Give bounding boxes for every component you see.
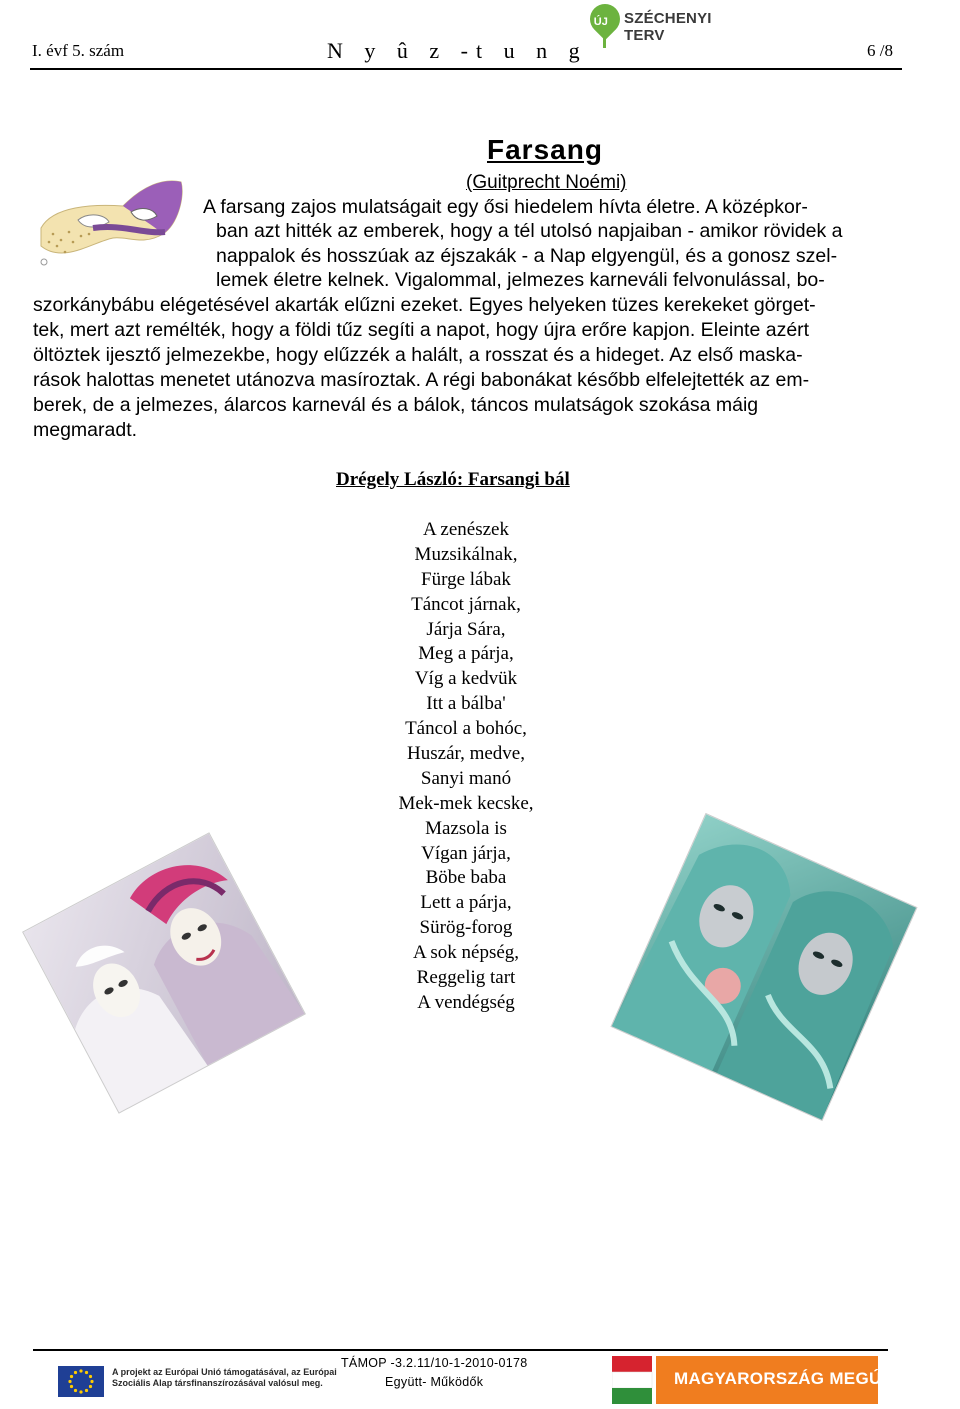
poem-line: Sanyi manó	[420, 767, 512, 789]
carnival-mask-image	[33, 176, 188, 268]
poem-line: A zenészek	[423, 519, 509, 540]
article-author: (Guitprecht Noémi)	[466, 172, 627, 193]
newspaper-title: N y û z -t u n g	[327, 38, 588, 63]
poem-body	[330, 518, 602, 1016]
article-line: rások halottas menetet utánozva masíroztak. A régi babonákat később elfelejtették az em-	[33, 369, 810, 391]
page-number: 6 /8	[867, 41, 893, 60]
venetian-masks-photo-teal	[610, 813, 917, 1121]
poem-line: Lett a párja,	[420, 892, 512, 914]
article-line: A farsang zajos mulatságait egy ősi hiedelem hívta életre. A középkor-	[203, 196, 808, 218]
article-line: ban azt hitték az emberek, hogy a tél utolsó napjaiban - amikor rövidek a	[216, 220, 843, 242]
project-code: TÁMOP -3.2.11/10-1-2010-0178	[341, 1356, 528, 1370]
article-line: lemek életre kelnek. Vigalommal, jelmezes karneváli felvonulással, bo-	[216, 269, 825, 291]
eu-text-line: A projekt az Európai Unió támogatásával, az Európai	[112, 1367, 337, 1377]
article-line: öltöztek ijesztő jelmezekbe, hogy elűzzék a halált, a rosszat és a hideget. Az első maska-	[33, 344, 803, 366]
article-line: szorkánybábu elégetésével akarták elűzni ezeket. Egyes helyeken tüzes kerekeket görget-	[33, 294, 816, 316]
article-line: megmaradt.	[33, 419, 138, 441]
poem-line: Sürög-forog	[419, 917, 513, 939]
poem-line: A sok népség,	[412, 942, 520, 964]
poem-line: Reggelig tart	[416, 967, 516, 989]
issue-label: I. évf 5. szám	[32, 41, 125, 60]
poem-line: Mazsola is	[425, 817, 507, 839]
poem-line: Mek-mek kecske,	[398, 792, 534, 814]
poem-line: Járja Sára,	[426, 618, 506, 640]
poem-line: Táncot járnak,	[411, 593, 521, 615]
eu-flag-icon	[58, 1366, 104, 1397]
footer-motto: Együtt- Működők	[385, 1375, 484, 1389]
venetian-masks-photo-white-pink	[22, 832, 306, 1113]
pin-stem	[603, 32, 606, 48]
hu-logo-text: MAGYARORSZÁG MEGÚJUL	[674, 1369, 915, 1388]
poem-line: Muzsikálnak,	[414, 543, 518, 565]
poem-line: Böbe baba	[425, 867, 507, 889]
poem-line: Fürge lábak	[421, 568, 511, 590]
poem-line: Meg a párja,	[418, 643, 514, 665]
article-line: nappalok és hosszúak az éjszakák - a Nap elgyengül, és a gonosz szel-	[216, 245, 838, 267]
eu-funding-text	[112, 1367, 337, 1389]
szechenyi-terv-logo	[590, 2, 750, 54]
article-title: Farsang	[487, 134, 603, 165]
poem-line: Huszár, medve,	[407, 743, 525, 765]
header-rule	[30, 68, 902, 70]
eu-text-line: Szociális Alap társfinanszírozásával valósul meg.	[112, 1378, 323, 1388]
logo-text: SZÉCHENYI TERV	[624, 10, 712, 44]
poem-line: Víg a kedvük	[414, 668, 518, 690]
article-line: berek, de a jelmezes, álarcos karnevál és a bálok, táncos mulatságok szokása máig	[33, 394, 759, 416]
eu-stars-icon	[58, 1366, 104, 1397]
magyarorszag-megujul-logo	[612, 1356, 915, 1404]
poem-line: Vígan járja,	[421, 842, 511, 864]
poem-title: Drégely László: Farsangi bál	[336, 469, 570, 490]
logo-pin-label: ÚJ	[593, 15, 608, 28]
article-line: tek, mert azt remélték, hogy a földi tűz segíti a napot, hogy újra erőre kapjon. Eleinte azért	[33, 319, 810, 341]
footer-rule	[33, 1349, 888, 1351]
poem-line: Táncol a bohóc,	[405, 718, 527, 740]
poem-line: Itt a bálba'	[426, 693, 506, 715]
poem-line: A vendégség	[417, 991, 515, 1013]
